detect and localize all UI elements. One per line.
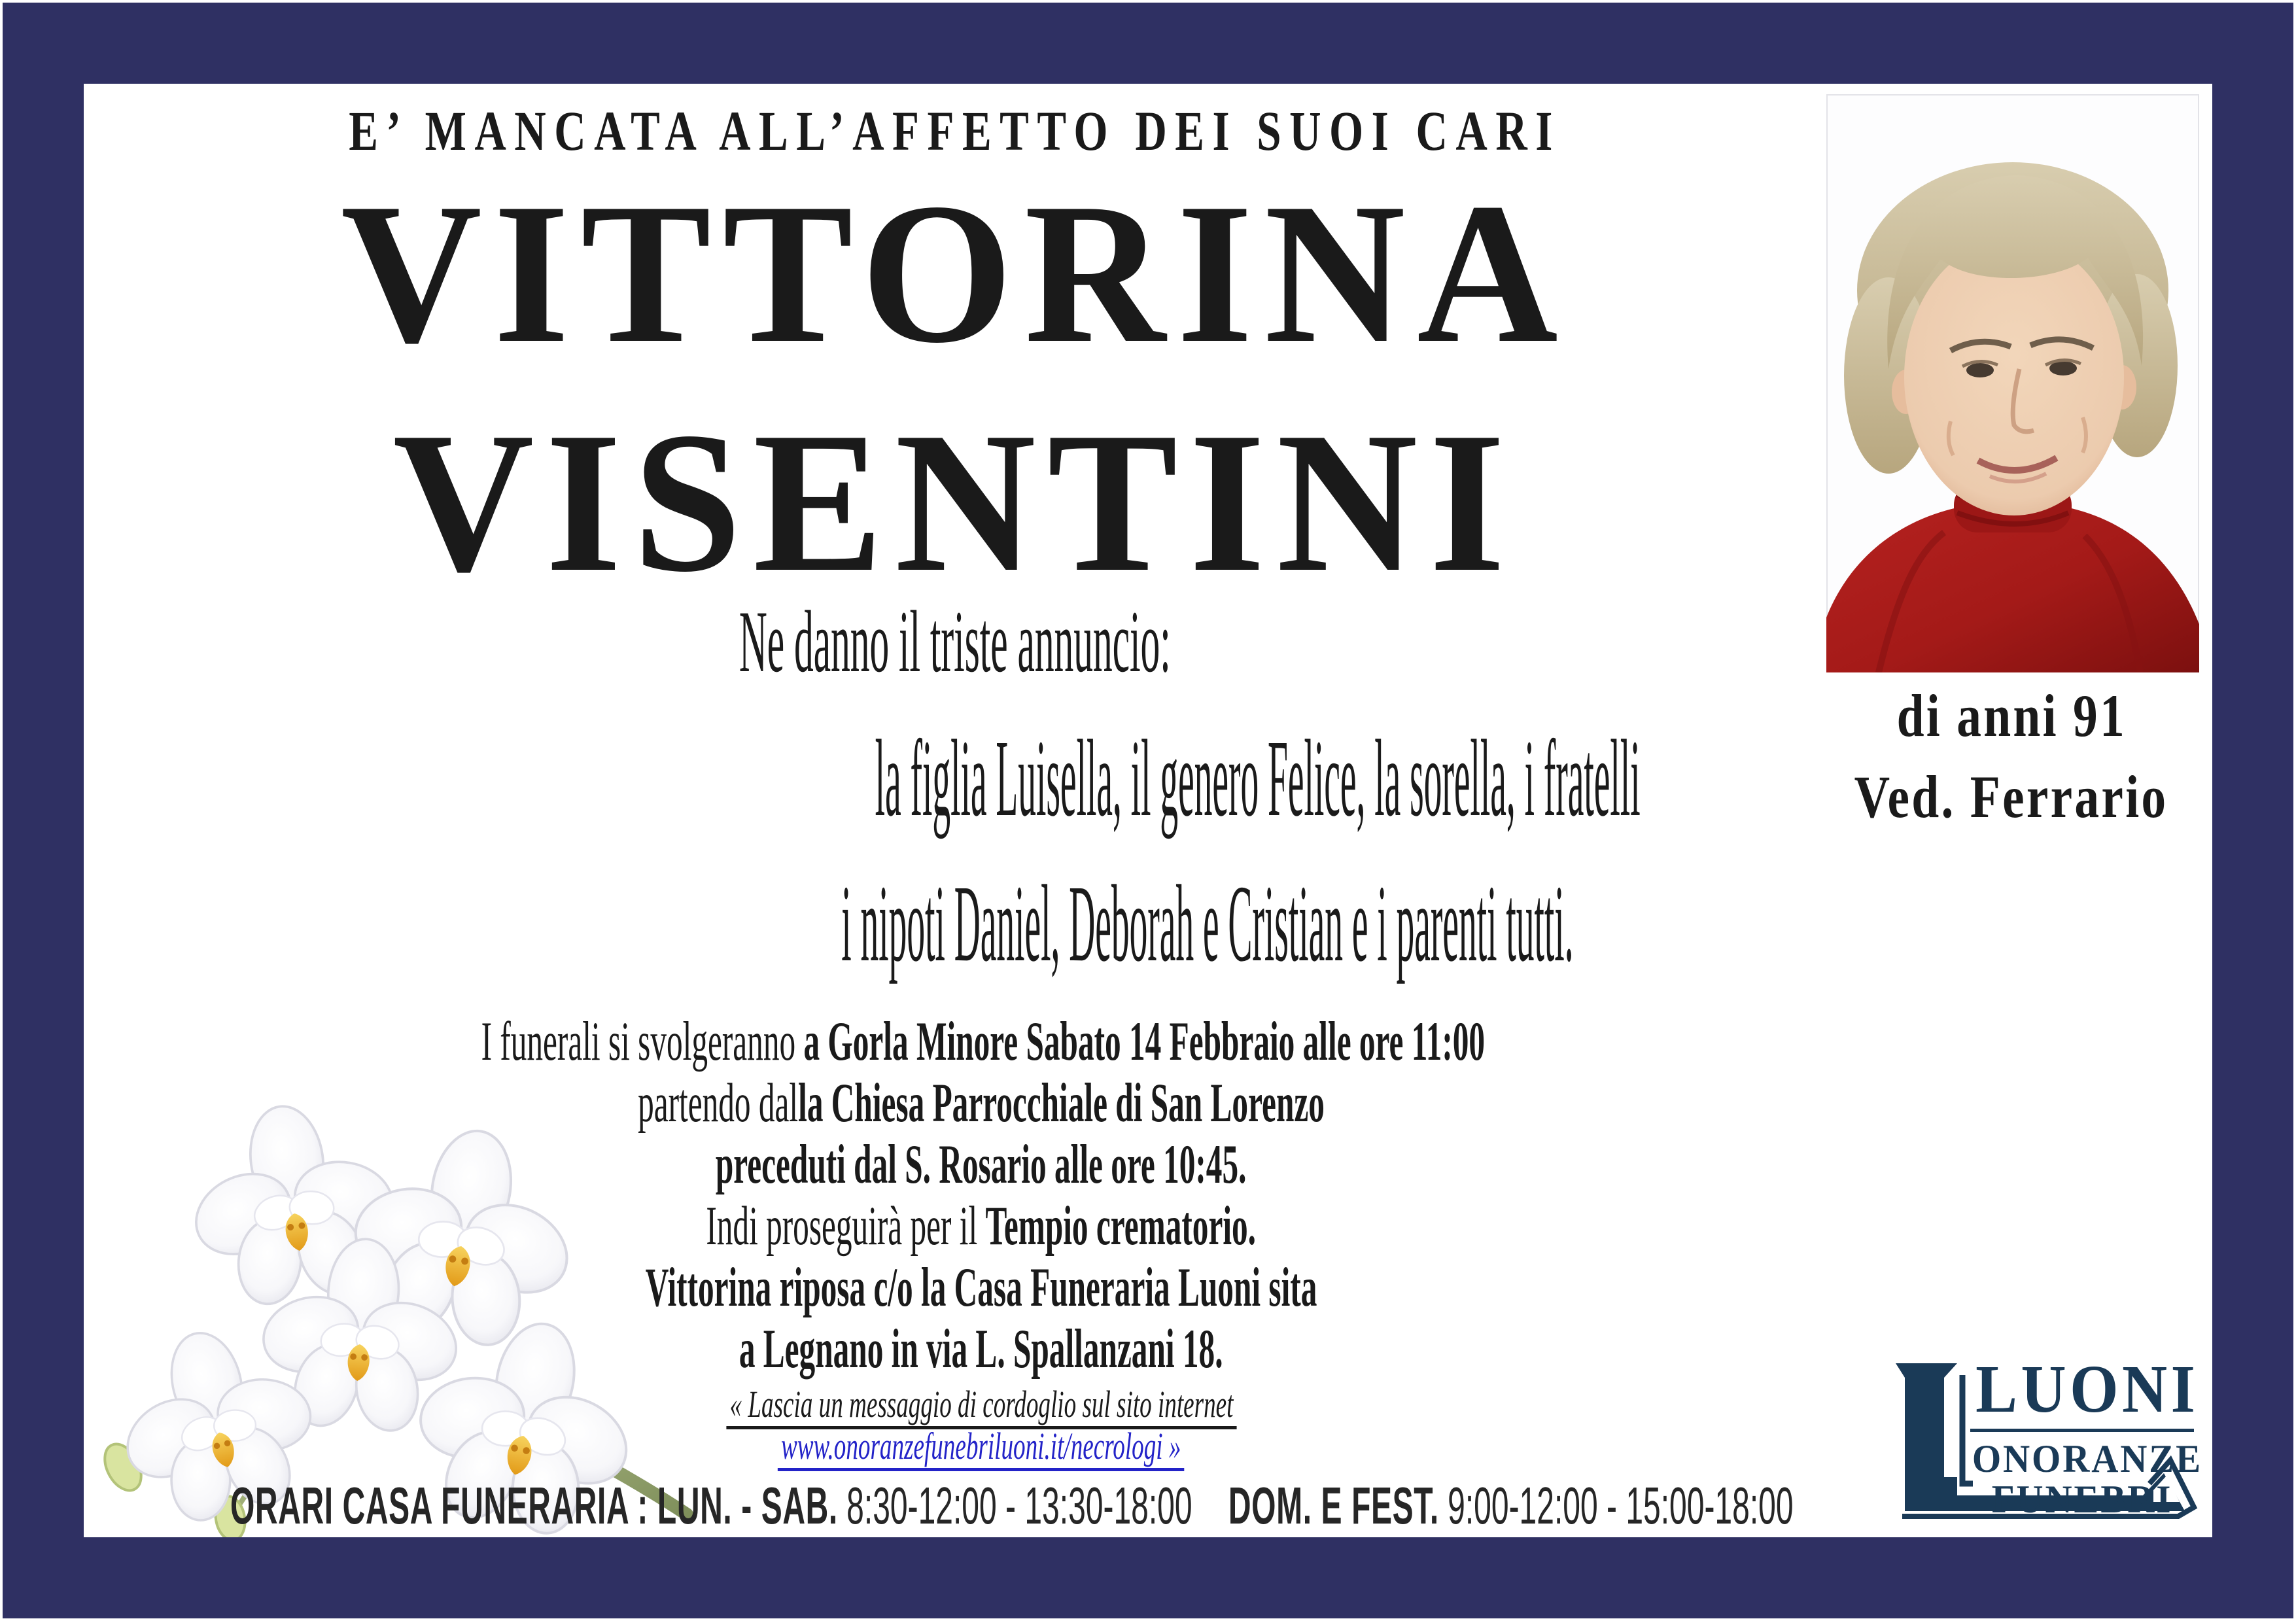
logo-divider bbox=[1970, 1429, 2194, 1432]
portrait-photo bbox=[1826, 94, 2199, 672]
condolence-url-link[interactable]: www.onoranzefunebriluoni.it/necrologi » bbox=[118, 1427, 1845, 1465]
hours-holiday-label: DOM. E FEST. bbox=[1228, 1476, 1439, 1535]
logo-subtitle-onoranze: ONORANZE bbox=[1972, 1437, 2203, 1480]
deceased-first-name: VITTORINA bbox=[340, 162, 1570, 385]
age-line: di anni 91 bbox=[1896, 682, 2127, 749]
family-line: la figlia Luisella, il genero Felice, la sorella, i fratelli bbox=[875, 718, 1641, 839]
funeral-line: I funerali si svolgeranno a Gorla Minore Sabato 14 Febbraio alle ore 11:00 bbox=[481, 1011, 1486, 1072]
hours-weekday-times: 8:30-12:00 - 13:30-18:00 bbox=[846, 1476, 1192, 1535]
luoni-logo-text bbox=[1966, 1351, 2203, 1521]
widow-line: Ved. Ferrario bbox=[1854, 763, 2168, 830]
notice-line: Ne danno il triste annuncio: bbox=[739, 593, 1171, 691]
deceased-last-name: VISENTINI bbox=[393, 391, 1517, 614]
intro-text: E’ MANCATA ALL’AFFETTO DEI SUOI CARI bbox=[349, 99, 1561, 162]
funeral-home-hours-bar bbox=[230, 1476, 2127, 1536]
logo-brand-name: LUONI bbox=[1975, 1351, 2199, 1427]
funeral-line: partendo dalla Chiesa Parrocchiale di San Lorenzo bbox=[638, 1072, 1325, 1134]
funeral-details bbox=[118, 1011, 1845, 1380]
funeral-line: Indi proseguirà per il Tempio crematorio. bbox=[706, 1195, 1257, 1257]
funeral-line: Vittorina riposa c/o la Casa Funeraria Luoni sita bbox=[645, 1257, 1317, 1318]
family-line: i nipoti Daniel, Deborah e Cristian e i parenti tutti. bbox=[841, 863, 1574, 985]
funeral-line: preceduti dal S. Rosario alle ore 10:45. bbox=[716, 1134, 1247, 1195]
intro-line bbox=[98, 99, 1812, 162]
logo-subtitle-funebri: FUNEBRI bbox=[1991, 1478, 2173, 1521]
hours-weekday-label: ORARI CASA FUNERARIA : LUN. - SAB. bbox=[230, 1476, 838, 1535]
hours-holiday-times: 9:00-12:00 - 15:00-18:00 bbox=[1448, 1476, 1794, 1535]
funeral-line: a Legnano in via L. Spallanzani 18. bbox=[739, 1318, 1223, 1380]
luoni-logo bbox=[1889, 1351, 2203, 1521]
condolence-message: « Lascia un messaggio di cordoglio sul sito internet bbox=[118, 1386, 1845, 1423]
